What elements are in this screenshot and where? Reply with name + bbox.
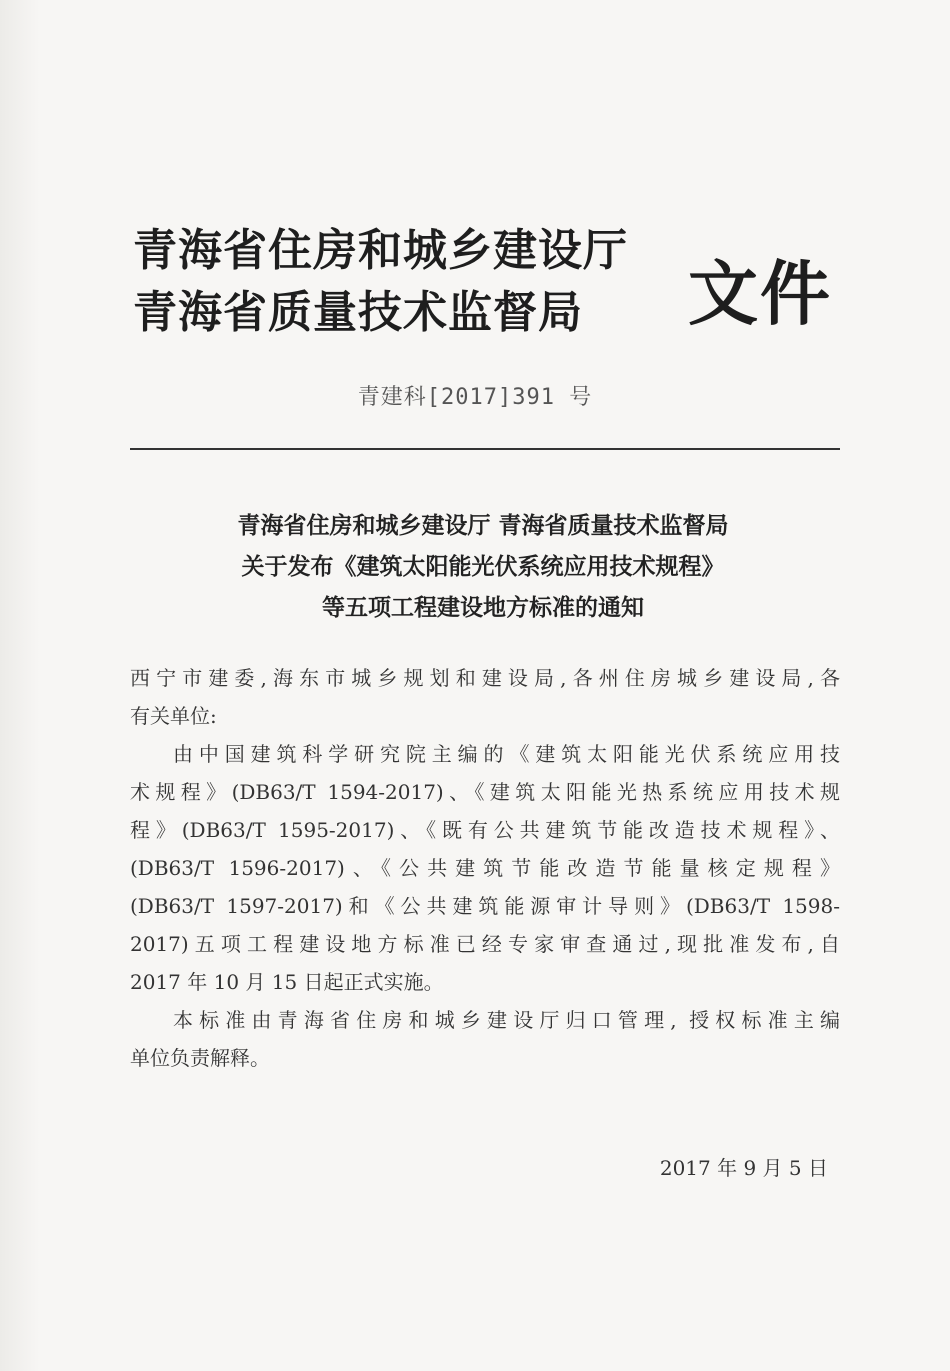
issuer-2: 青海省质量技术监督局 bbox=[133, 287, 583, 338]
body-line: 2017 年 10 月 15 日起正式实施。 bbox=[130, 970, 444, 994]
notice-title-line-3: 等五项工程建设地方标准的通知 bbox=[322, 595, 644, 621]
document-label: 文件 bbox=[688, 253, 832, 335]
body-line: 单位负责解释。 bbox=[130, 1046, 270, 1070]
body-line: 程》(DB63/T 1595-2017)、《既有公共建筑节能改造技术规程》、 bbox=[130, 818, 840, 842]
document-number: 青建科[2017]391 号 bbox=[357, 385, 593, 410]
body-line: (DB63/T 1596-2017)、《公共建筑节能改造节能量核定规程》 bbox=[130, 856, 840, 880]
body-line: (DB63/T 1597-2017)和《公共建筑能源审计导则》(DB63/T 1598- bbox=[130, 894, 840, 918]
body-line: 本标准由青海省住房和城乡建设厅归口管理, 授权标准主编 bbox=[173, 1008, 840, 1032]
body-line: 2017)五项工程建设地方标准已经专家审查通过,现批准发布,自 bbox=[130, 932, 840, 956]
body-line: 有关单位: bbox=[130, 704, 217, 728]
body-line: 术规程》(DB63/T 1594-2017)、《建筑太阳能光热系统应用技术规 bbox=[130, 780, 840, 804]
body-line: 西宁市建委,海东市城乡规划和建设局,各州住房城乡建设局,各 bbox=[130, 666, 840, 690]
notice-title-line-1: 青海省住房和城乡建设厅 青海省质量技术监督局 bbox=[237, 513, 729, 539]
header-divider bbox=[130, 448, 840, 450]
issue-date: 2017 年 9 月 5 日 bbox=[659, 1156, 828, 1180]
issuer-1: 青海省住房和城乡建设厅 bbox=[133, 225, 628, 276]
scan-edge bbox=[0, 0, 40, 1371]
body-line: 由中国建筑科学研究院主编的《建筑太阳能光伏系统应用技 bbox=[173, 742, 840, 766]
notice-title-line-2: 关于发布《建筑太阳能光伏系统应用技术规程》 bbox=[241, 554, 725, 580]
